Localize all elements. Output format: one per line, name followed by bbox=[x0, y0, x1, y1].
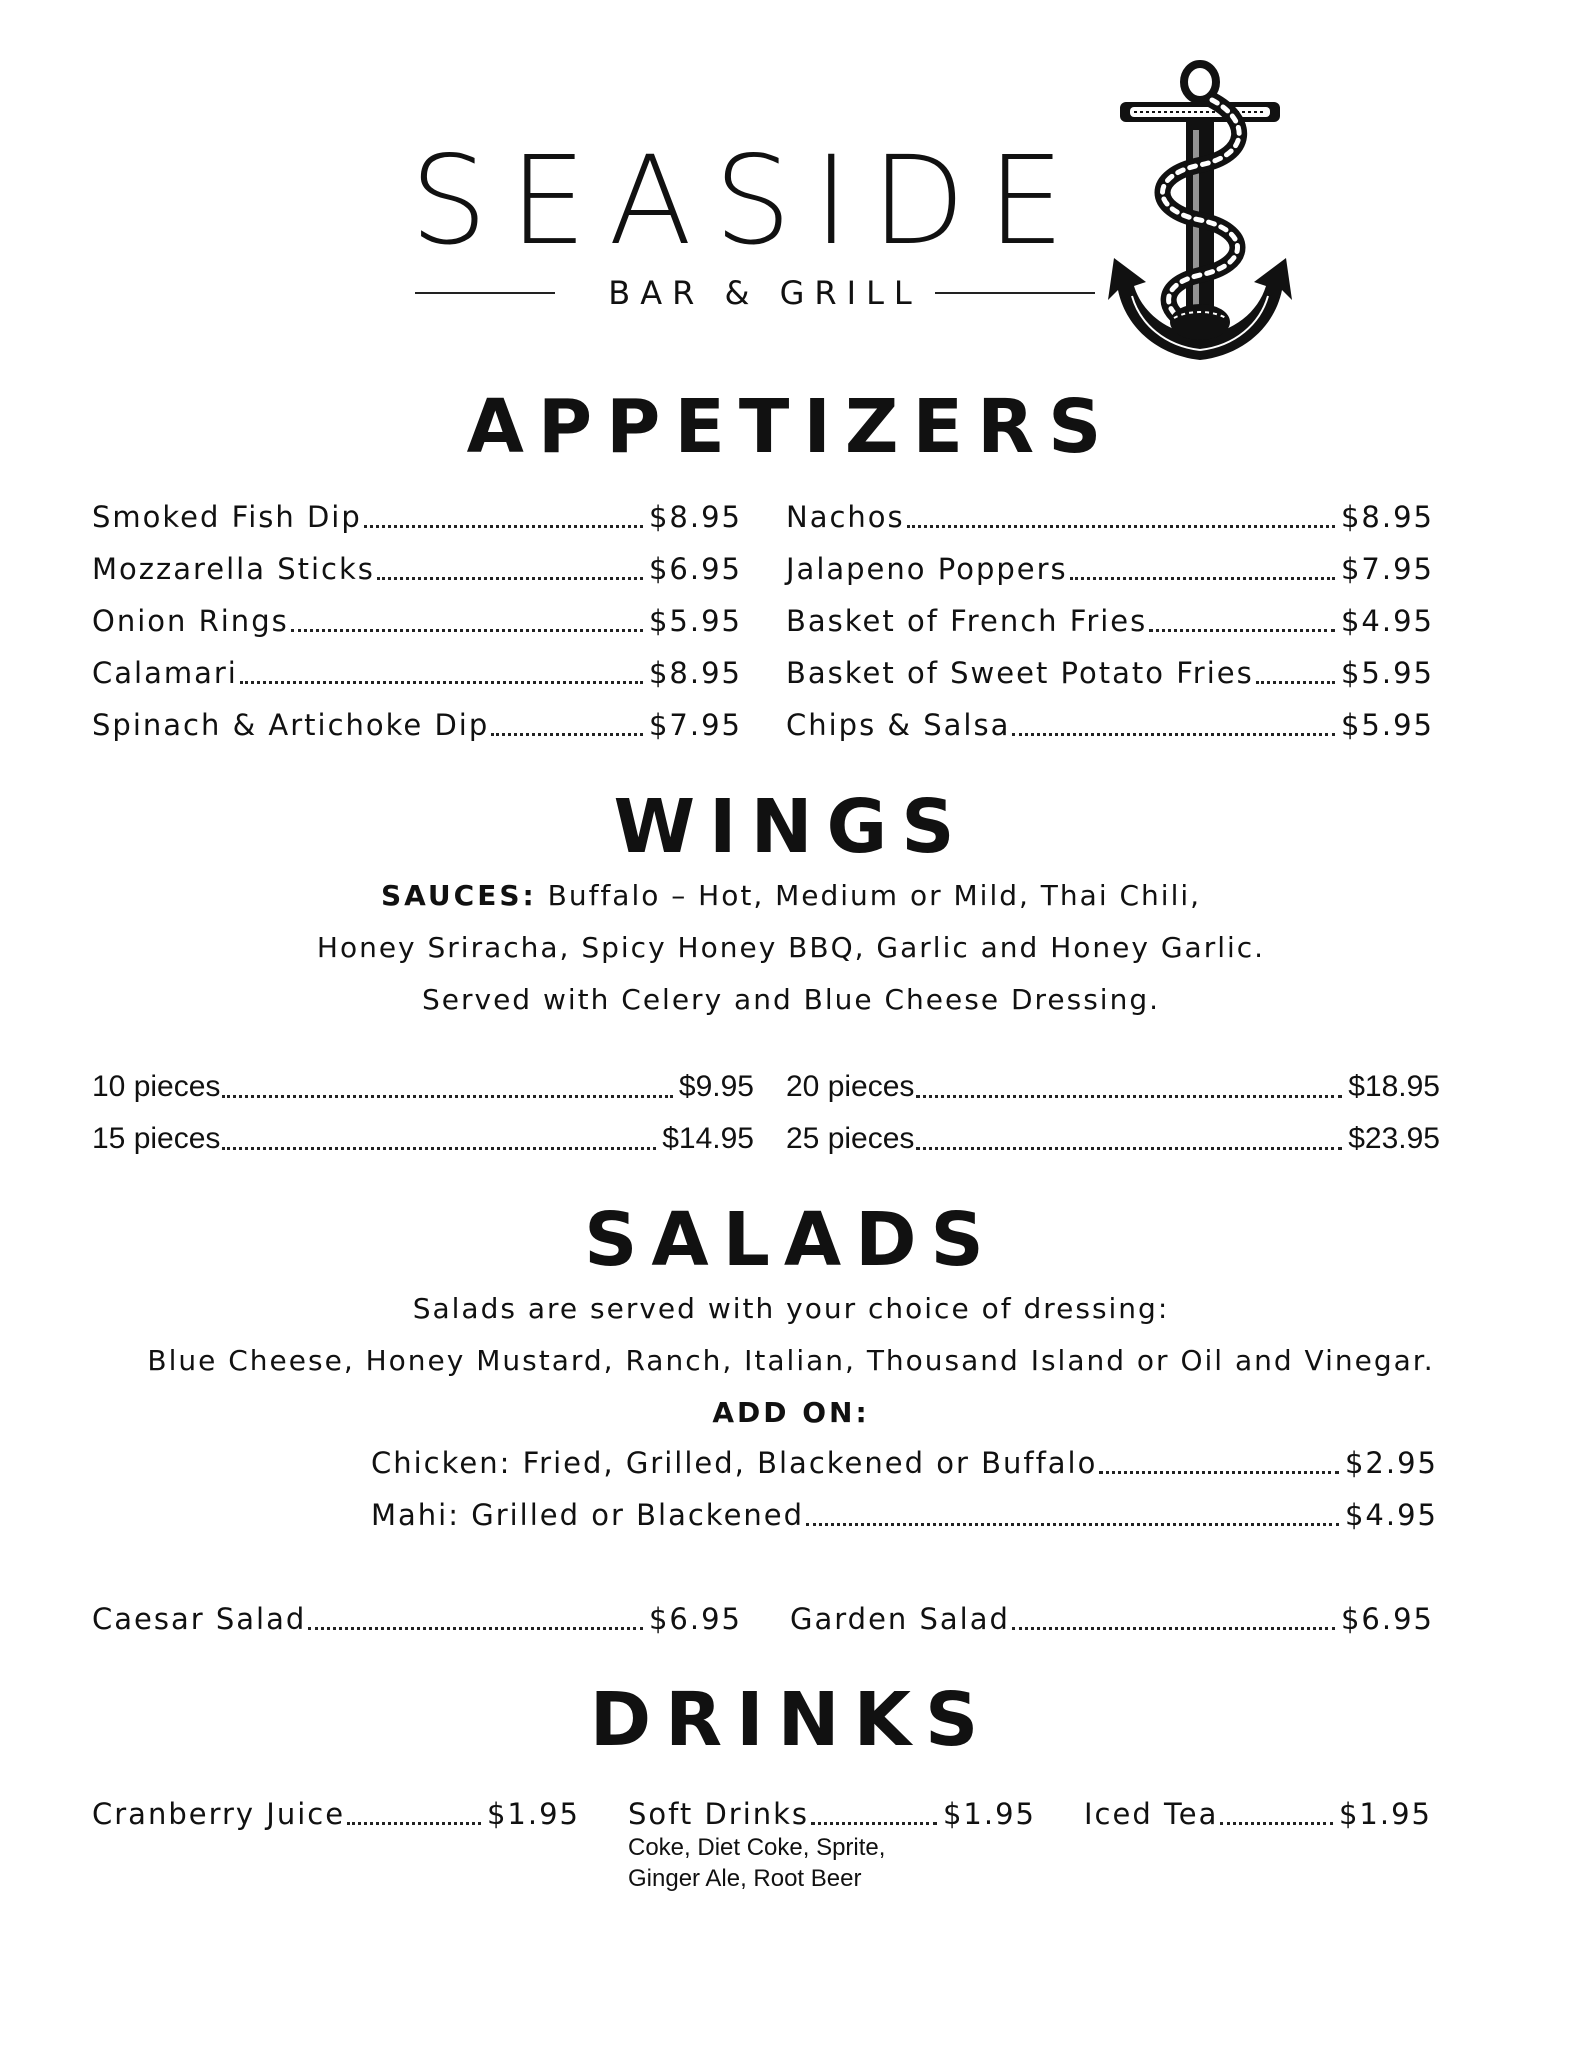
item-price: $8.95 bbox=[648, 656, 742, 690]
salads-dressing-list: Blue Cheese, Honey Mustard, Ranch, Italian, Thousand Island or Oil and Vinegar. bbox=[147, 1344, 1435, 1377]
menu-item bbox=[786, 601, 1434, 641]
item-name: Calamari bbox=[92, 656, 238, 690]
wings-sauces-line bbox=[0, 876, 1582, 916]
dot-leader bbox=[347, 1822, 481, 1825]
dot-leader bbox=[222, 1095, 672, 1098]
menu-item bbox=[92, 549, 742, 589]
dot-leader bbox=[377, 577, 643, 580]
dot-leader bbox=[1256, 681, 1335, 684]
dot-leader bbox=[308, 1627, 643, 1630]
add-on-item bbox=[371, 1443, 1438, 1483]
item-price: $5.95 bbox=[1340, 656, 1434, 690]
menu-item bbox=[92, 705, 742, 745]
dot-leader bbox=[1099, 1471, 1339, 1474]
item-price: $14.95 bbox=[662, 1122, 754, 1155]
item-name: Basket of French Fries bbox=[786, 604, 1148, 638]
menu-item bbox=[790, 1599, 1434, 1639]
menu-item bbox=[92, 1794, 580, 1834]
menu-item bbox=[786, 497, 1434, 537]
dot-leader bbox=[916, 1095, 1342, 1098]
drinks-title: DRINKS bbox=[589, 1677, 993, 1763]
dot-leader bbox=[222, 1147, 656, 1150]
appetizers-title: APPETIZERS bbox=[466, 384, 1116, 470]
item-name: Caesar Salad bbox=[92, 1602, 307, 1636]
logo bbox=[410, 60, 1290, 380]
menu-item bbox=[786, 653, 1434, 693]
wings-sauces-line-2: Honey Sriracha, Spicy Honey BBQ, Garlic and Honey Garlic. bbox=[316, 931, 1266, 964]
dot-leader bbox=[1012, 733, 1335, 736]
item-name: 20 pieces bbox=[786, 1070, 915, 1103]
item-name: Mahi: Grilled or Blackened bbox=[371, 1498, 805, 1532]
item-name: Mozzarella Sticks bbox=[92, 552, 375, 586]
item-price: $6.95 bbox=[1340, 1602, 1434, 1636]
dot-leader bbox=[364, 525, 643, 528]
tagline: BAR & GRILL bbox=[608, 274, 922, 312]
menu-item bbox=[92, 601, 742, 641]
item-name: Chips & Salsa bbox=[786, 708, 1011, 742]
item-price: $4.95 bbox=[1344, 1498, 1438, 1532]
menu-item bbox=[786, 1067, 1440, 1107]
dot-leader bbox=[907, 525, 1335, 528]
soft-drinks-note-1: Coke, Diet Coke, Sprite, bbox=[628, 1834, 886, 1861]
item-name: Smoked Fish Dip bbox=[92, 500, 362, 534]
dot-leader bbox=[291, 629, 643, 632]
tagline-rule-left bbox=[415, 292, 555, 294]
dot-leader bbox=[491, 733, 643, 736]
item-name: Basket of Sweet Potato Fries bbox=[786, 656, 1254, 690]
tagline-rule-right bbox=[935, 292, 1095, 294]
item-name: Jalapeno Poppers bbox=[786, 552, 1068, 586]
item-price: $7.95 bbox=[648, 708, 742, 742]
item-name: Cranberry Juice bbox=[92, 1797, 346, 1831]
item-name: Chicken: Fried, Grilled, Blackened or Buffalo bbox=[371, 1446, 1098, 1480]
item-price: $1.95 bbox=[942, 1797, 1036, 1831]
item-price: $8.95 bbox=[1340, 500, 1434, 534]
item-price: $5.95 bbox=[648, 604, 742, 638]
menu-item bbox=[786, 705, 1434, 745]
add-on-label: ADD ON: bbox=[712, 1396, 870, 1429]
dot-leader bbox=[240, 681, 643, 684]
item-price: $1.95 bbox=[1338, 1797, 1432, 1831]
menu-item bbox=[786, 549, 1434, 589]
dot-leader bbox=[806, 1523, 1339, 1526]
soft-drinks-note-2: Ginger Ale, Root Beer bbox=[628, 1865, 862, 1892]
sauces-label: SAUCES: bbox=[380, 879, 537, 912]
item-price: $2.95 bbox=[1344, 1446, 1438, 1480]
item-name: Onion Rings bbox=[92, 604, 289, 638]
item-price: $18.95 bbox=[1348, 1070, 1440, 1103]
dot-leader bbox=[1070, 577, 1335, 580]
salads-dressing-intro: Salads are served with your choice of dressing: bbox=[412, 1292, 1170, 1325]
menu-item bbox=[786, 1119, 1440, 1159]
menu-item bbox=[92, 1119, 754, 1159]
item-name: Spinach & Artichoke Dip bbox=[92, 708, 490, 742]
wings-title: WINGS bbox=[613, 784, 969, 870]
sauces-text: Buffalo – Hot, Medium or Mild, Thai Chili, bbox=[547, 879, 1202, 912]
menu-item bbox=[92, 497, 742, 537]
item-name: 10 pieces bbox=[92, 1070, 221, 1103]
item-name: Soft Drinks bbox=[628, 1797, 810, 1831]
tagline-row bbox=[415, 270, 1095, 316]
anchor-icon bbox=[1100, 60, 1300, 370]
menu-item bbox=[92, 653, 742, 693]
item-name: Nachos bbox=[786, 500, 905, 534]
item-name: Garden Salad bbox=[790, 1602, 1010, 1636]
item-price: $4.95 bbox=[1340, 604, 1434, 638]
dot-leader bbox=[1012, 1627, 1335, 1630]
item-price: $6.95 bbox=[648, 1602, 742, 1636]
item-name: 15 pieces bbox=[92, 1122, 221, 1155]
menu-item bbox=[628, 1794, 1036, 1834]
dot-leader bbox=[1149, 629, 1335, 632]
item-price: $6.95 bbox=[648, 552, 742, 586]
dot-leader bbox=[916, 1147, 1342, 1150]
wings-served-with: Served with Celery and Blue Cheese Dressing. bbox=[421, 983, 1160, 1016]
menu-item bbox=[1084, 1794, 1432, 1834]
brand-name: SEASIDE bbox=[410, 130, 1087, 272]
item-price: $5.95 bbox=[1340, 708, 1434, 742]
item-name: Iced Tea bbox=[1084, 1797, 1219, 1831]
add-on-heading bbox=[0, 1393, 1582, 1433]
item-price: $1.95 bbox=[486, 1797, 580, 1831]
item-price: $9.95 bbox=[678, 1070, 754, 1103]
item-price: $7.95 bbox=[1340, 552, 1434, 586]
item-price: $23.95 bbox=[1348, 1122, 1440, 1155]
dot-leader bbox=[811, 1822, 937, 1825]
menu-item bbox=[92, 1067, 754, 1107]
item-name: 25 pieces bbox=[786, 1122, 915, 1155]
add-on-item bbox=[371, 1495, 1438, 1535]
salads-title: SALADS bbox=[584, 1197, 998, 1283]
item-price: $8.95 bbox=[648, 500, 742, 534]
dot-leader bbox=[1220, 1822, 1333, 1825]
menu-item bbox=[92, 1599, 742, 1639]
